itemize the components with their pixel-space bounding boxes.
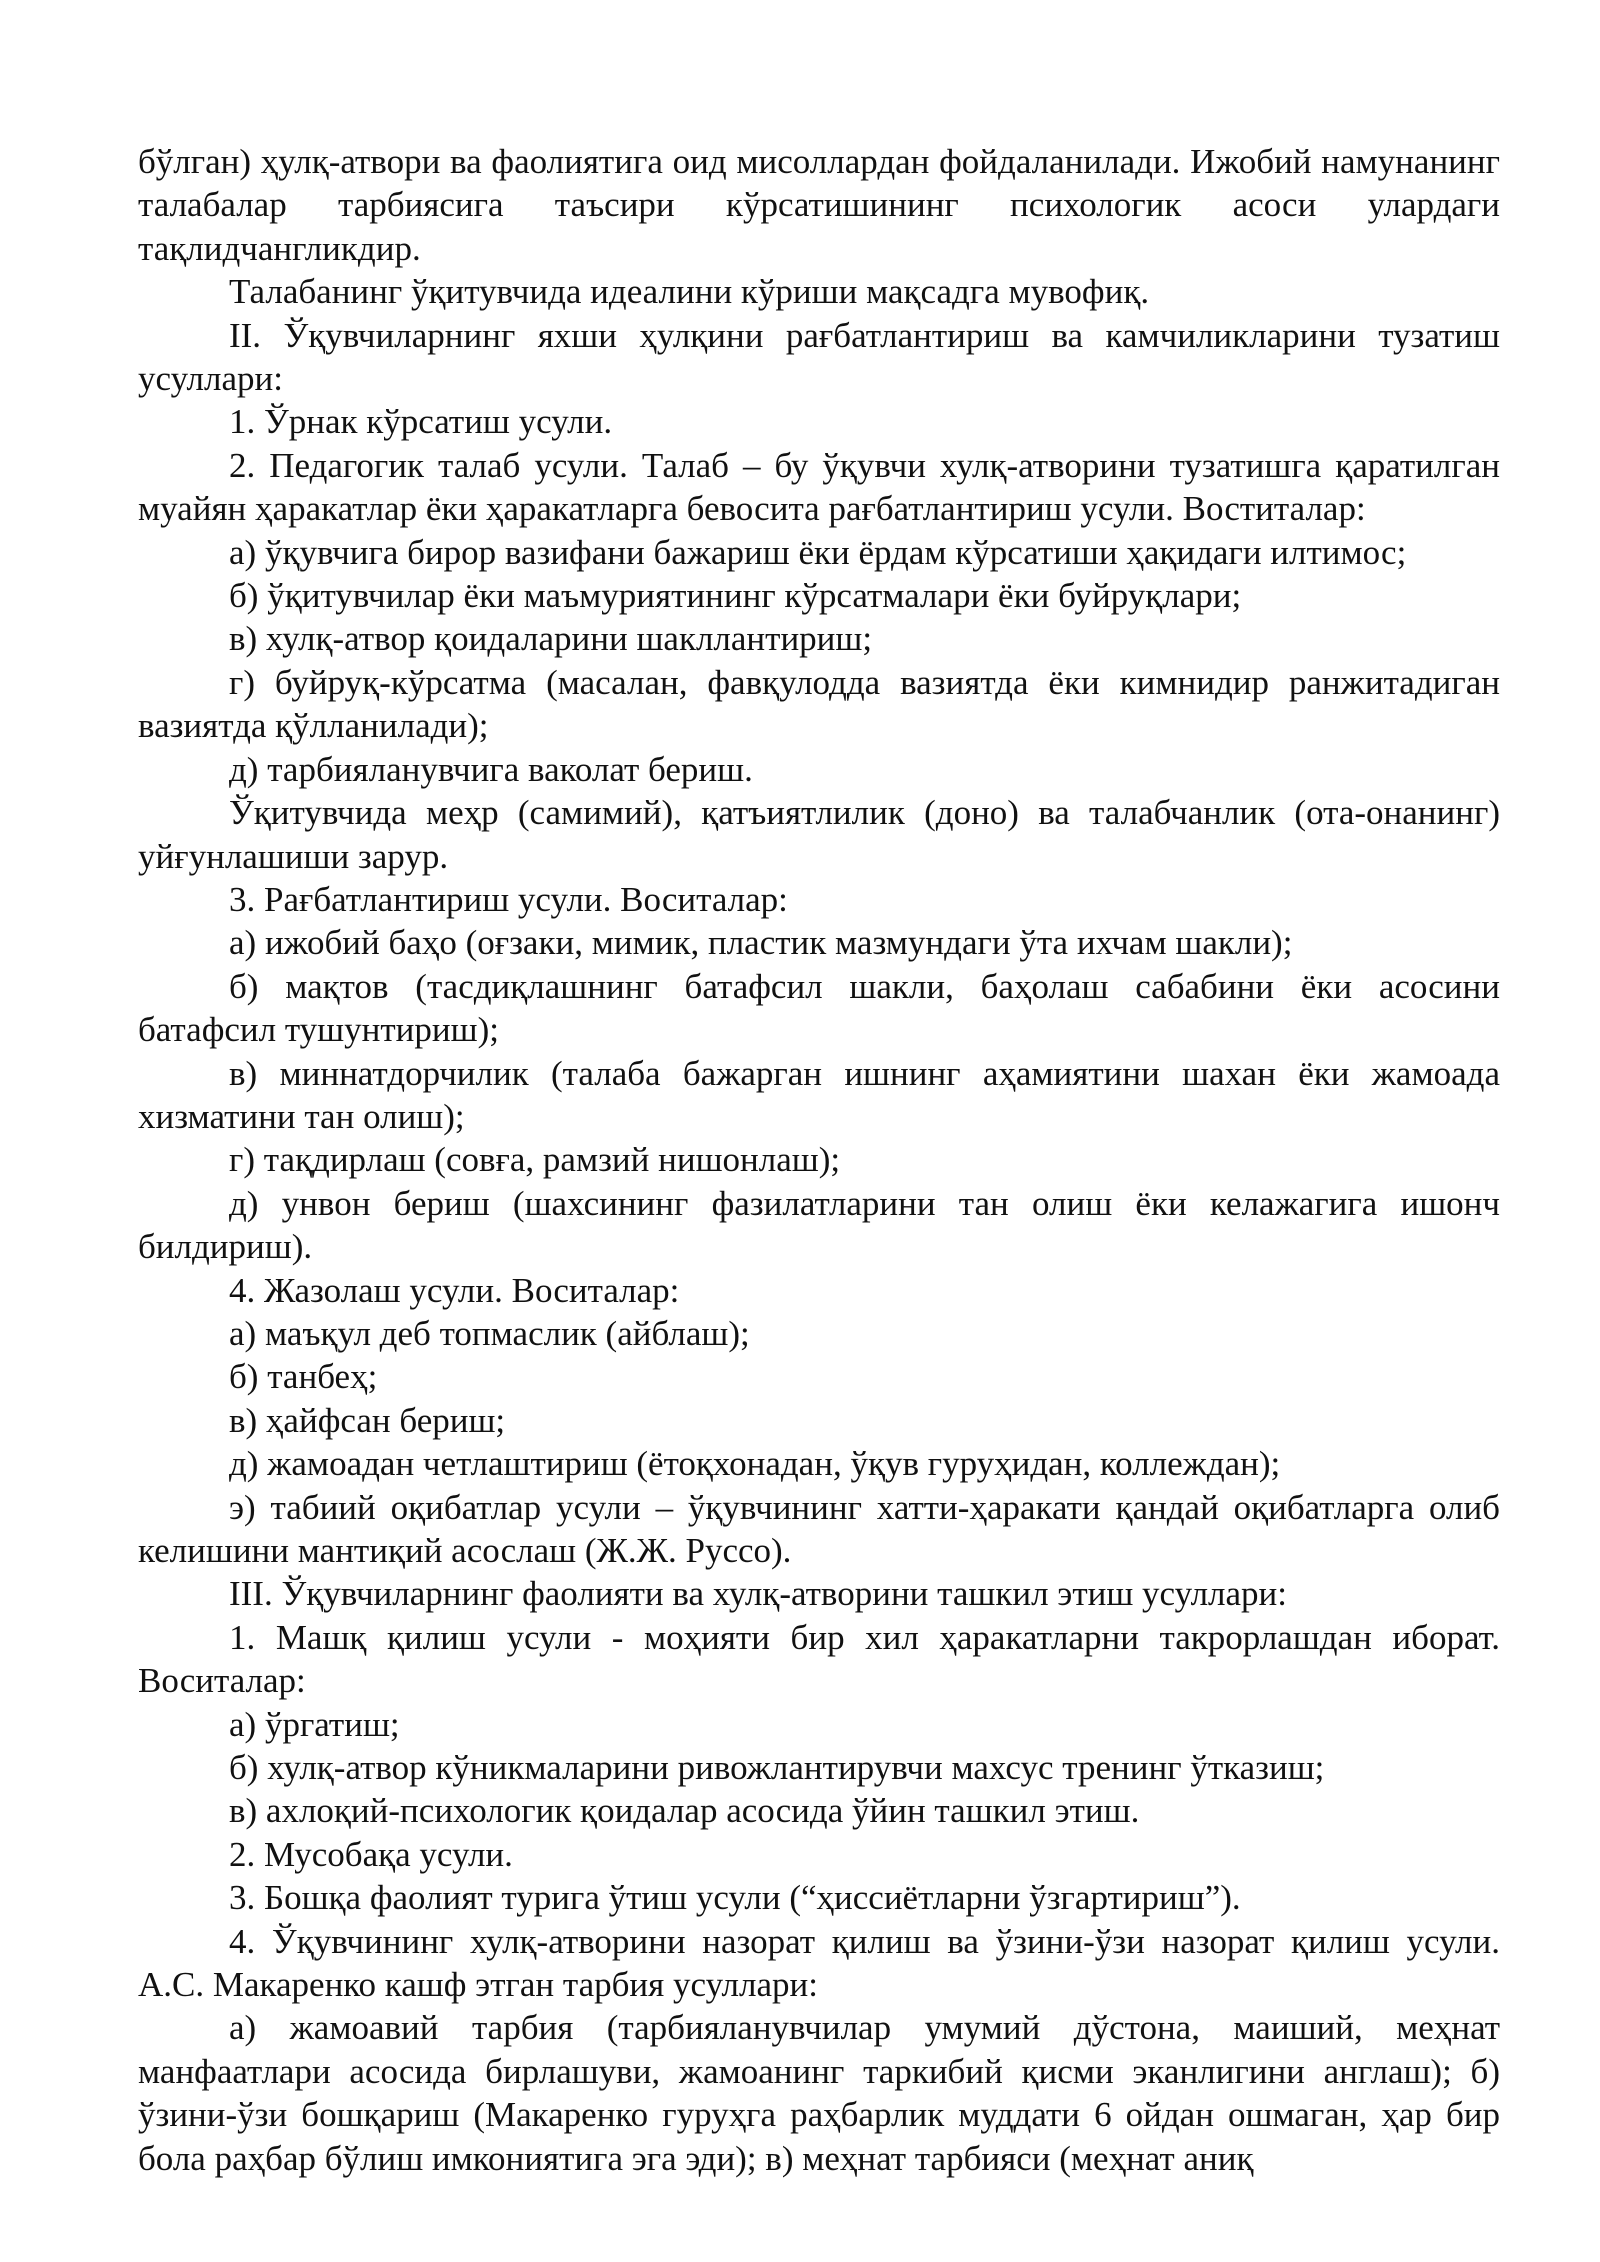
paragraph: 3. Рағбатлантириш усули. Воситалар: [229,879,788,919]
paragraph: 3. Бошқа фаолият турига ўтиш усули (“ҳиссиётларни ўзгартириш”). [229,1878,1241,1918]
list-item: а) маъқул деб топмаслик (айблаш); [229,1313,750,1353]
paragraph: 4. Ўқувчининг хулқ-атворини назорат қилиш ва ўзини-ўзи назорат қилиш усули. А.С. Макаренко кашф этган тарбия усуллари: [138,1921,1500,2005]
list-item: в) хулқ-атвор қоидаларини шакллантириш; [229,619,873,659]
list-item: в) ахлоқий-психологик қоидалар асосида ўйин ташкил этиш. [229,1791,1140,1831]
paragraph: III. Ўқувчиларнинг фаолияти ва хулқ-атворини ташкил этиш усуллари: [229,1574,1288,1614]
paragraph: 1. Ўрнак кўрсатиш усули. [229,402,613,442]
list-item: а) жамоавий тарбия (тарбияланувчилар умумий дўстона, маиший, меҳнат манфаатлари асосида бирлашуви, жамоанинг таркибий қисми эканлигини англаш); б) ўзини-ўзи бошқариш (Макаренко гуруҳга раҳбарлик муддати 6 ойдан ошмаган, ҳар бир бола раҳбар бўлиш имкониятига эга эди); в) меҳнат тарбияси (меҳнат аниқ [138,2008,1500,2178]
paragraph: Талабанинг ўқитувчида идеалини кўриши мақсадга мувофиқ. [229,272,1150,312]
list-item: б) хулқ-атвор кўникмаларини ривожлантирувчи махсус тренинг ўтказиш; [229,1748,1325,1788]
list-item: в) ҳайфсан бериш; [229,1400,506,1440]
list-item: а) ўқувчига бирор вазифани бажариш ёки ёрдам кўрсатиши ҳақидаги илтимос; [229,532,1407,572]
list-item: г) тақдирлаш (совға, рамзий нишонлаш); [229,1140,841,1180]
list-item: д) жамоадан четлаштириш (ётоқхонадан, ўқув гуруҳидан, коллеждан); [229,1444,1281,1484]
paragraph: 4. Жазолаш усули. Воситалар: [229,1270,680,1310]
list-item: а) ижобий баҳо (оғзаки, мимик, пластик мазмундаги ўта ихчам шакли); [229,923,1293,963]
list-item: г) буйруқ-кўрсатма (масалан, фавқулодда вазиятда ёки кимнидир ранжитадиган вазиятда қўлланилади); [138,662,1500,746]
paragraph: Ўқитувчида меҳр (самимий), қатъиятлилик (доно) ва талабчанлик (ота-онанинг) уйғунлашиши зарур. [138,793,1500,876]
list-item: э) табиий оқибатлар усули – ўқувчининг хатти-ҳаракати қандай оқибатларга олиб келишини мантиқий асослаш (Ж.Ж. Руссо). [138,1487,1500,1570]
paragraph: 2. Мусобақа усули. [229,1834,513,1874]
list-item: д) унвон бериш (шахсининг фазилатларини тан олиш ёки келажагига ишонч билдириш). [138,1183,1500,1267]
list-item: б) танбеҳ; [229,1357,378,1397]
list-item: а) ўргатиш; [229,1704,400,1744]
paragraph: 1. Машқ қилиш усули - моҳияти бир хил ҳаракатларни такрорлашдан иборат. Воситалар: [138,1617,1500,1701]
list-item: д) тарбияланувчига ваколат бериш. [229,749,753,789]
list-item: б) мақтов (тасдиқлашнинг батафсил шакли, баҳолаш сабабини ёки асосини батафсил тушунтириш); [138,966,1500,1050]
list-item: б) ўқитувчилар ёки маъмуриятининг кўрсатмалари ёки буйруқлари; [229,576,1242,616]
paragraph: бўлган) ҳулқ-атвори ва фаолиятига оид мисоллардан фойдаланилади. Ижобий намунанинг талабалар тарбиясига таъсири кўрсатишининг психологик асоси улардаги тақлидчангликдир. [138,142,1500,268]
paragraph: 2. Педагогик талаб усули. Талаб – бу ўқувчи хулқ-атворини тузатишга қаратилган муайян ҳаракатлар ёки ҳаракатларга бевосита рағбатлантириш усули. Воститалар: [138,445,1500,529]
paragraph: II. Ўқувчиларнинг яхши ҳулқини рағбатлантириш ва камчиликларини тузатиш усуллари: [138,315,1500,399]
list-item: в) миннатдорчилик (талаба бажарган ишнинг аҳамиятини шахан ёки жамоада хизматини тан олиш); [138,1053,1500,1136]
